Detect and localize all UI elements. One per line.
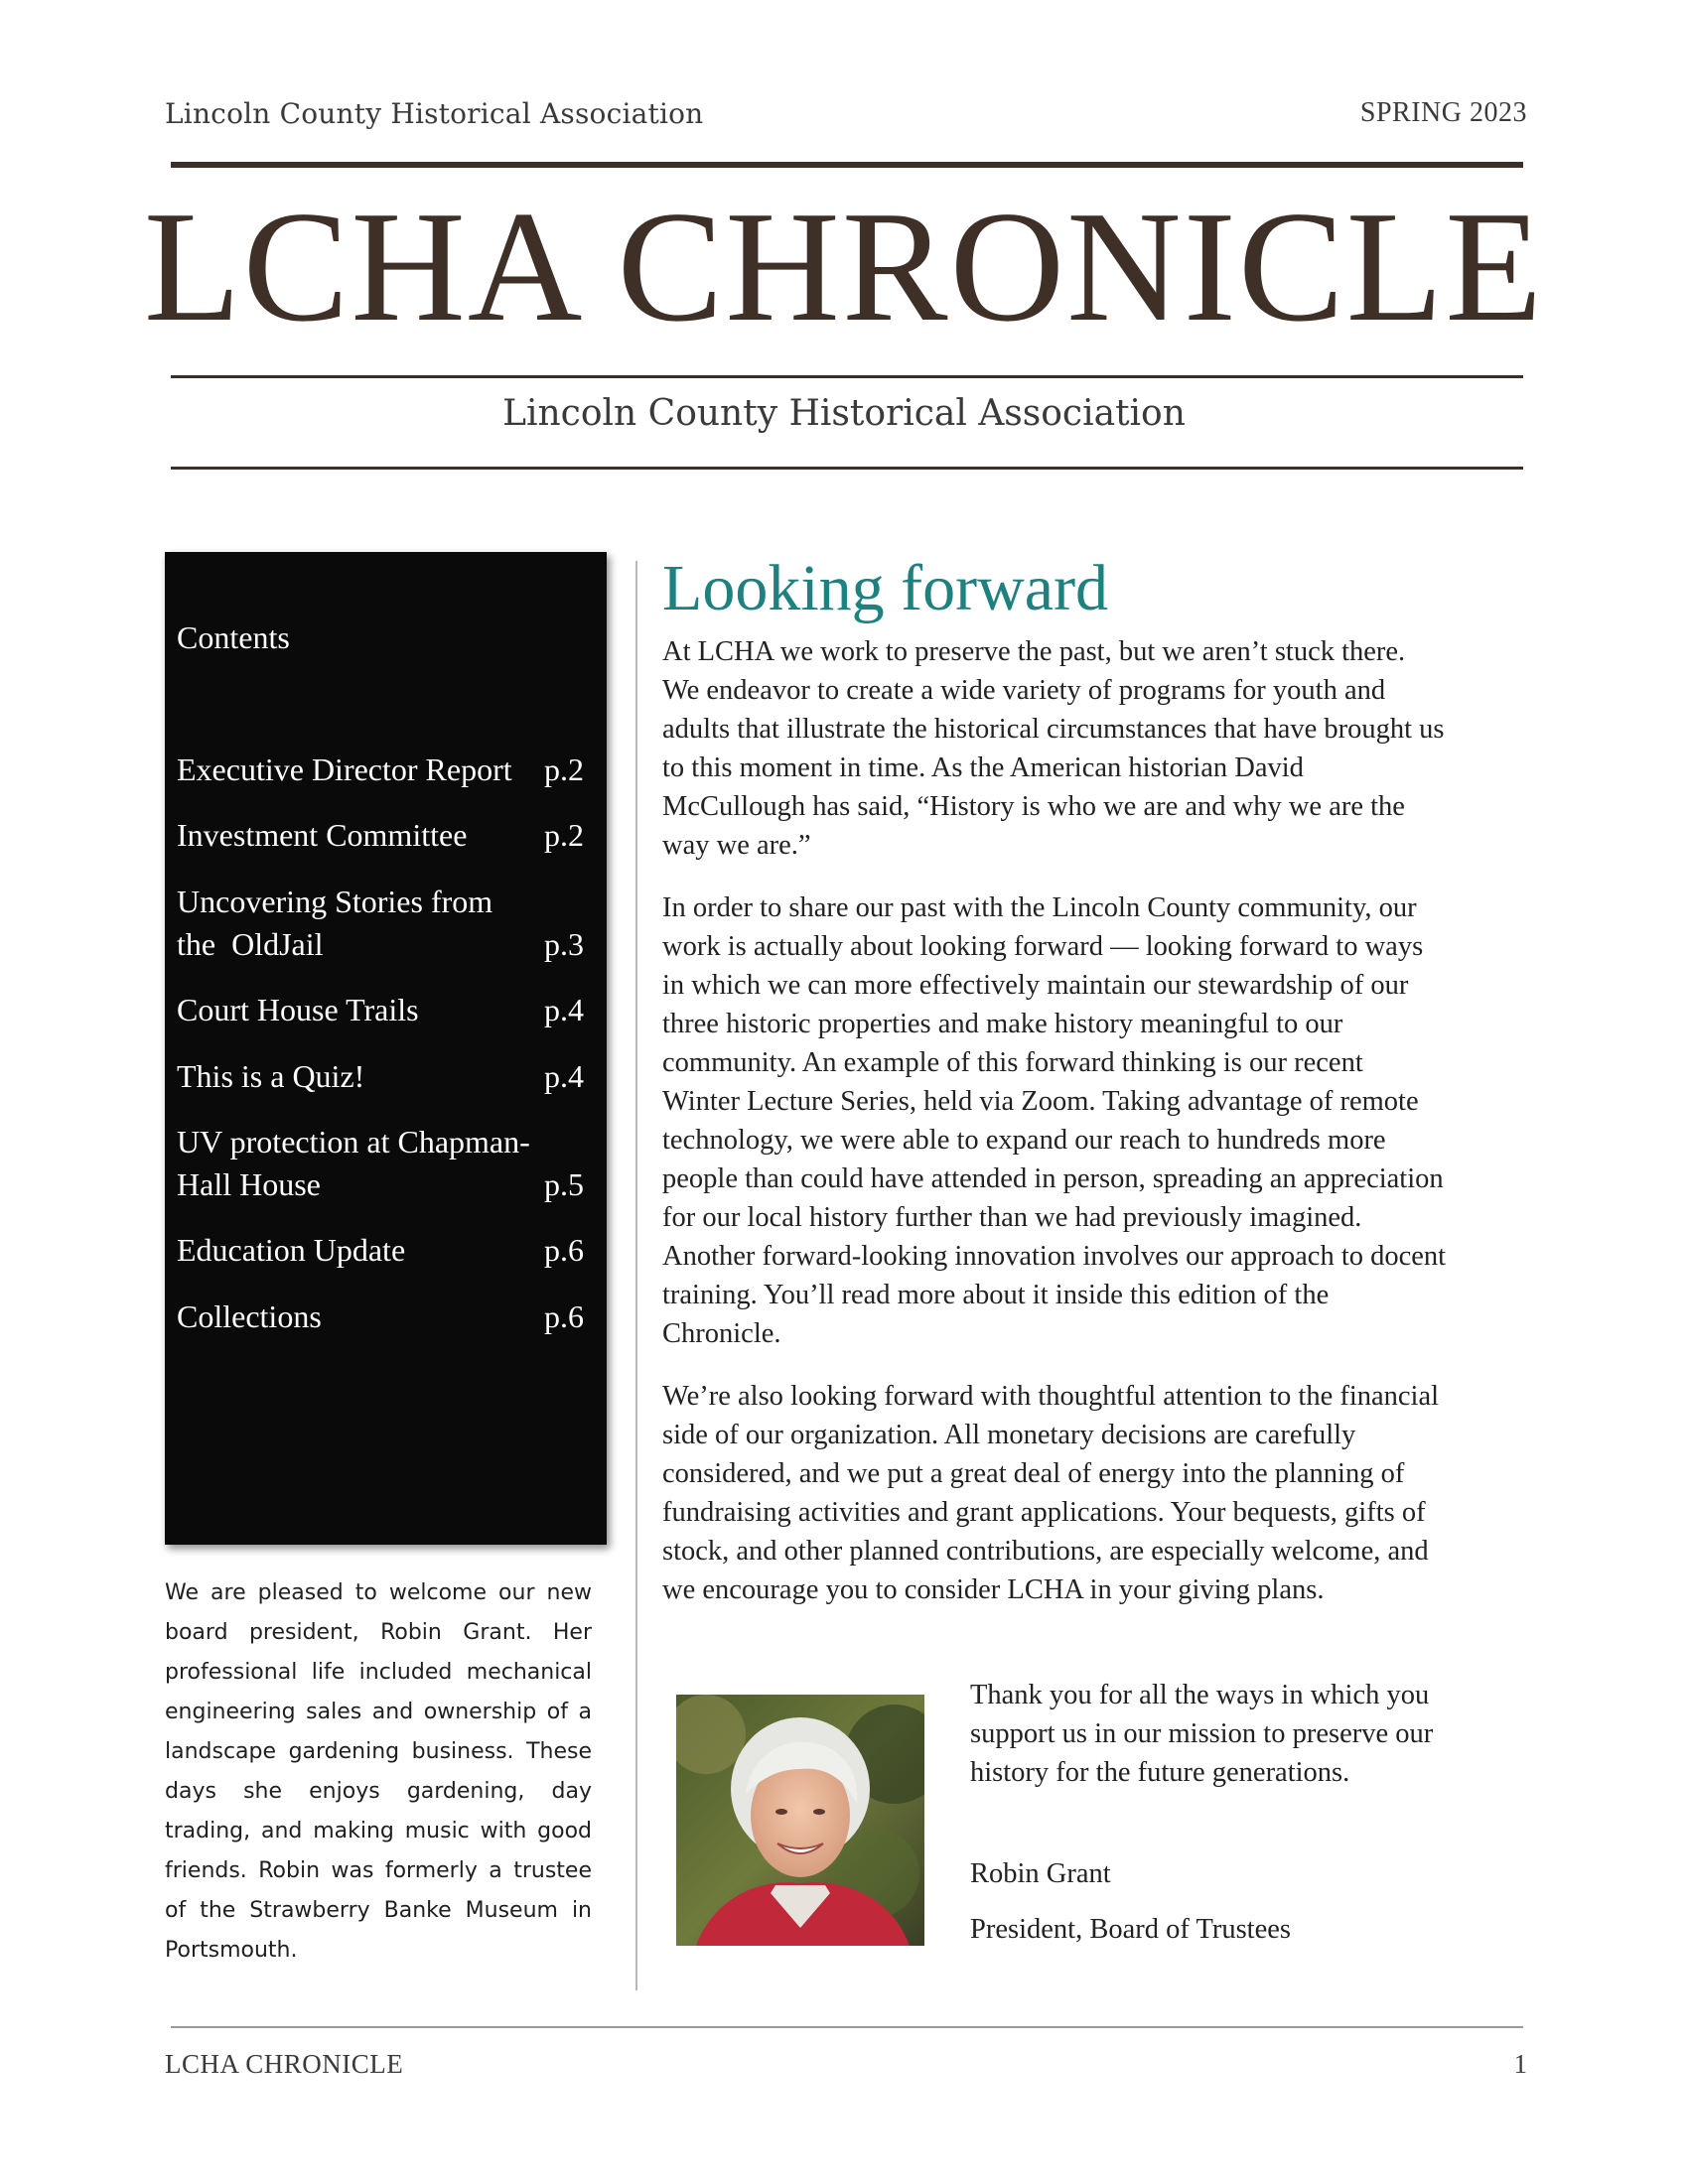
toc-item-label: This is a Quiz! [177, 1058, 365, 1094]
column-divider [635, 561, 637, 1990]
article-paragraph: At LCHA we work to preserve the past, but we aren’t stuck there. We endeavor to create a wide variety of programs for youth and adults that illustrate the historical circumstances that have brought us to this moment in time. As the American historian David McCullough has said, “History is who we are and why we are the way we are.” [662, 636, 1445, 861]
toc-item-label: Court House Trails [177, 992, 419, 1027]
toc-item[interactable] [177, 814, 584, 857]
header-rule-middle [171, 375, 1523, 378]
toc-item[interactable] [177, 989, 584, 1031]
toc-item-label-continued: Hall House [177, 1166, 321, 1202]
header-association-name: Lincoln County Historical Association [165, 97, 704, 130]
article-body [662, 632, 1447, 1633]
toc-item-label-continued: the OldJail [177, 926, 324, 962]
toc-item[interactable] [177, 1229, 584, 1272]
article-title: Looking forward [662, 552, 1109, 624]
toc-item-label: Investment Committee [177, 817, 468, 853]
toc-item-label: UV protection at Chapman- [177, 1124, 530, 1160]
toc-item-page: p.6 [544, 1298, 584, 1334]
president-portrait-photo [676, 1695, 924, 1946]
toc-item[interactable] [177, 749, 584, 791]
welcome-paragraph: We are pleased to welcome our new board president, Robin Grant. Her professional life included mechanical engineering sales and ownership of a landscape gardening business. These days she enjoys gardening, day trading, and making music with good friends. Robin was formerly a trustee of the Strawberry Banke Museum in Portsmouth. [165, 1580, 592, 1963]
header-rule-top [171, 162, 1523, 168]
article-paragraph: We’re also looking forward with thoughtful attention to the financial side of our organization. All monetary decisions are carefully considered, and we put a great deal of energy into the planning of fundraising activities and grant applications. Your bequests, gifts of stock, and other planned contributions, are especially welcome, and we encourage you to consider LCHA in your giving plans. [662, 1381, 1440, 1605]
masthead-subtitle: Lincoln County Historical Association [502, 393, 1186, 434]
toc-item-label: Executive Director Report [177, 751, 512, 787]
footer-rule [171, 2026, 1523, 2028]
header-rule-bottom [171, 467, 1523, 470]
page-number: 1 [1513, 2049, 1527, 2079]
issue-date: SPRING 2023 [1359, 97, 1527, 128]
toc-item-label: Education Update [177, 1232, 406, 1268]
contents-title: Contents [177, 619, 290, 655]
signature-title: President, Board of Trustees [970, 1914, 1291, 1945]
masthead-title: LCHA CHRONICLE [143, 178, 1545, 354]
toc-item-label: Collections [177, 1298, 322, 1334]
toc-item[interactable] [177, 1055, 584, 1098]
footer-publication-name: LCHA CHRONICLE [165, 2049, 404, 2079]
toc-item-page: p.5 [544, 1166, 584, 1202]
contents-panel [165, 552, 607, 1545]
toc-item-page: p.4 [544, 992, 584, 1027]
toc-item[interactable] [177, 881, 584, 966]
toc-item-page: p.2 [544, 817, 584, 853]
toc-item[interactable] [177, 1296, 584, 1338]
toc-item-page: p.4 [544, 1058, 584, 1094]
toc-item-page: p.3 [544, 926, 584, 962]
article-paragraph: In order to share our past with the Lincoln County community, our work is actually about looking forward — looking forward to ways in which we can more effectively maintain our stewardship of our three historic properties and make history meaningful to our community. An example of this forward thinking is our recent Winter Lecture Series, held via Zoom. Taking advantage of remote technology, we were able to expand our reach to hundreds more people than could have attended in person, spreading an appreciation for our local history further than we had previously imagined. Another forward-looking innovation involves our approach to docent training. You’ll read more about it inside this edition of the Chronicle. [662, 892, 1447, 1349]
toc-item[interactable] [177, 1121, 584, 1206]
thank-you-note: Thank you for all the ways in which you support us in our mission to preserve our history for the future generations. [970, 1680, 1434, 1788]
signature-name: Robin Grant [970, 1858, 1111, 1889]
toc-item-page: p.6 [544, 1232, 584, 1268]
toc-item-label: Uncovering Stories from [177, 884, 493, 919]
toc-item-page: p.2 [544, 751, 584, 787]
